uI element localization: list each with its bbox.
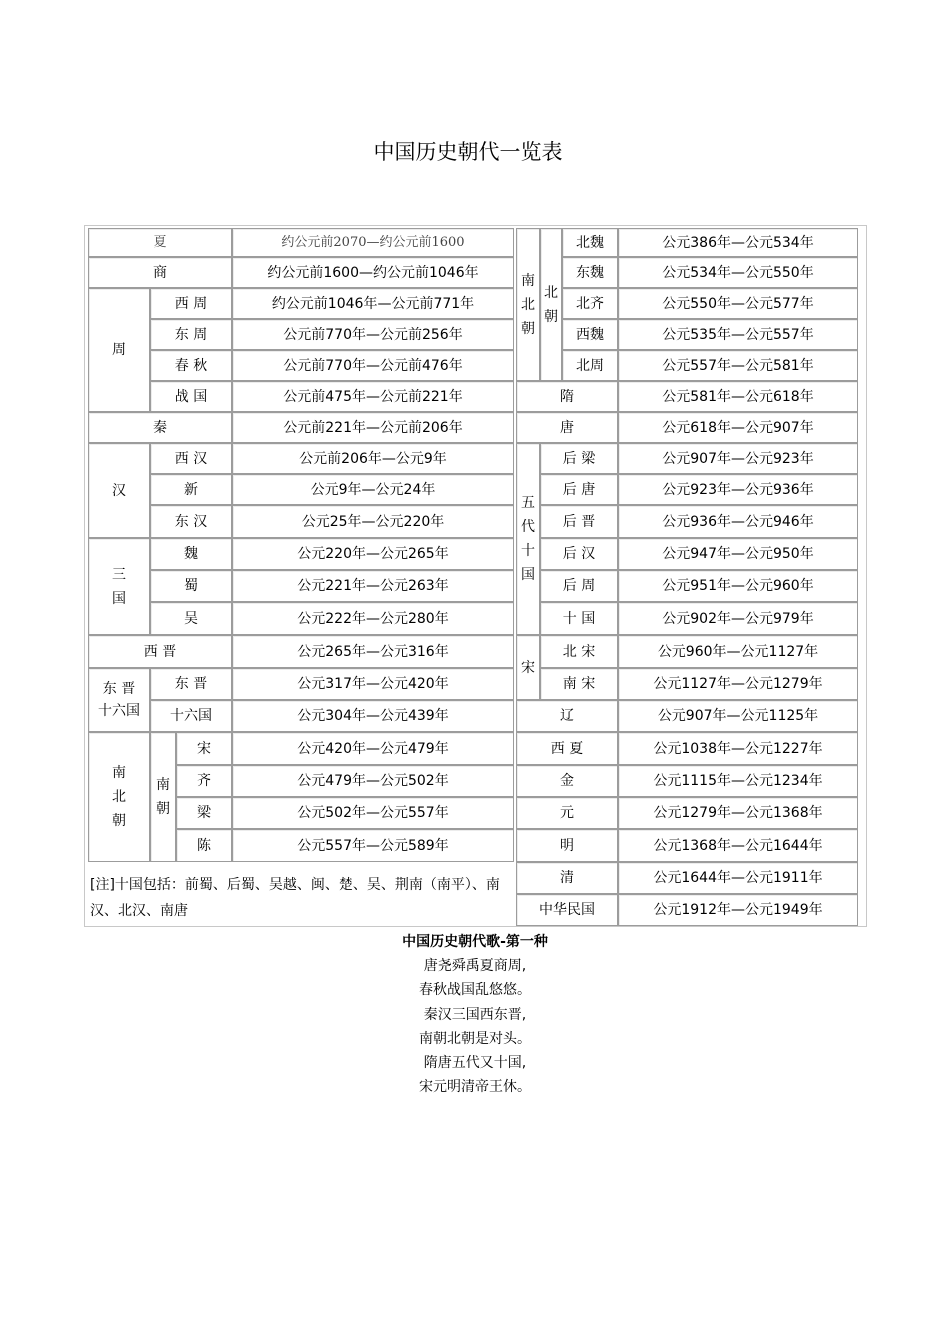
vertical-char: 南 (521, 272, 535, 289)
dynasty-name: 明 (516, 829, 618, 862)
dynasty-name: 十 国 (540, 602, 618, 635)
dynasty-group: 周 (88, 288, 150, 412)
dynasty-subgroup (150, 732, 176, 862)
dynasty-group (516, 228, 540, 381)
dynasty-period: 公元221年—公元263年 (232, 570, 514, 602)
dynasty-subgroup (540, 228, 562, 381)
dynasty-name: 北魏 (562, 228, 618, 257)
dynasty-name: 蜀 (150, 570, 232, 602)
dynasty-period: 公元907年—公元923年 (618, 443, 858, 474)
poem-line: 隋唐五代又十国, (423, 1055, 527, 1072)
dynasty-period: 公元581年—公元618年 (618, 381, 858, 412)
vertical-char: 朝 (112, 813, 126, 829)
dynasty-period: 公元220年—公元265年 (232, 538, 514, 570)
dynasty-name: 西 周 (150, 288, 232, 319)
dynasty-name: 南 宋 (540, 668, 618, 700)
dynasty-period: 公元960年—公元1127年 (618, 635, 858, 668)
vertical-char: 朝 (544, 308, 558, 325)
dynasty-period: 公元534年—公元550年 (618, 257, 858, 288)
dynasty-period: 公元1644年—公元1911年 (618, 862, 858, 894)
dynasty-period: 约公元前2070—约公元前1600 (232, 228, 514, 257)
dynasty-period: 公元479年—公元502年 (232, 765, 514, 797)
dynasty-name: 战 国 (150, 381, 232, 412)
vertical-char: 代 (521, 519, 535, 535)
dynasty-period: 公元951年—公元960年 (618, 570, 858, 602)
dynasty-name: 东 周 (150, 319, 232, 350)
dynasty-period: 公元557年—公元581年 (618, 350, 858, 381)
dynasty-period: 公元550年—公元577年 (618, 288, 858, 319)
dynasty-period: 公元907年—公元1125年 (618, 700, 858, 732)
dynasty-name: 梁 (176, 797, 232, 829)
dynasty-name: 吴 (150, 602, 232, 635)
vertical-char: 宋 (521, 659, 535, 676)
vertical-char: 五 (521, 495, 535, 511)
dynasty-name: 魏 (150, 538, 232, 570)
vertical-char: 十 (521, 543, 535, 559)
footnote: [注]十国包括：前蜀、后蜀、吴越、闽、楚、吴、荆南（南平）、南汉、北汉、南唐 (88, 862, 514, 926)
dynasty-name: 夏 (88, 228, 232, 257)
dynasty-group (516, 635, 540, 700)
dynasty-name: 宋 (176, 732, 232, 765)
dynasty-name: 隋 (516, 381, 618, 412)
vertical-char: 朝 (156, 801, 170, 817)
vertical-char: 北 (112, 789, 126, 805)
page-title: 中国历史朝代一览表 (373, 140, 563, 164)
dynasty-period: 公元1038年—公元1227年 (618, 732, 858, 765)
dynasty-period: 公元317年—公元420年 (232, 668, 514, 700)
dynasty-name: 陈 (176, 829, 232, 862)
dynasty-name: 西魏 (562, 319, 618, 350)
dynasty-period: 公元923年—公元936年 (618, 474, 858, 505)
dynasty-period: 公元420年—公元479年 (232, 732, 514, 765)
dynasty-name: 后 汉 (540, 538, 618, 570)
dynasty-period: 公元936年—公元946年 (618, 505, 858, 538)
dynasty-name: 西 晋 (88, 635, 232, 668)
poem-line: 秦汉三国西东晋, (423, 1006, 527, 1023)
dynasty-period: 约公元前1600—约公元前1046年 (232, 257, 514, 288)
dynasty-name: 齐 (176, 765, 232, 797)
dynasty-period: 公元947年—公元950年 (618, 538, 858, 570)
dynasty-period: 公元前770年—公元前476年 (232, 350, 514, 381)
dynasty-group (88, 538, 150, 635)
vertical-char: 国 (112, 590, 126, 607)
dynasty-period: 公元1912年—公元1949年 (618, 894, 858, 926)
dynasty-name: 中华民国 (516, 894, 618, 926)
dynasty-period: 公元25年—公元220年 (232, 505, 514, 538)
vertical-char: 十六国 (98, 703, 140, 719)
dynasty-name: 北齐 (562, 288, 618, 319)
dynasty-period: 公元1368年—公元1644年 (618, 829, 858, 862)
dynasty-period: 公元前221年—公元前206年 (232, 412, 514, 443)
vertical-char: 南 (112, 765, 126, 781)
dynasty-period: 公元前770年—公元前256年 (232, 319, 514, 350)
dynasty-name: 秦 (88, 412, 232, 443)
poem-line: 南朝北朝是对头。 (419, 1030, 531, 1047)
dynasty-name: 唐 (516, 412, 618, 443)
poem-line: 唐尧舜禹夏商周, (423, 958, 527, 974)
dynasty-name: 商 (88, 257, 232, 288)
vertical-char: 北 (521, 296, 535, 313)
dynasty-name: 春 秋 (150, 350, 232, 381)
dynasty-period: 公元618年—公元907年 (618, 412, 858, 443)
dynasty-name: 东魏 (562, 257, 618, 288)
dynasty-name: 东 晋 (150, 668, 232, 700)
dynasty-name: 北周 (562, 350, 618, 381)
dynasty-period: 约公元前1046年—公元前771年 (232, 288, 514, 319)
dynasty-period: 公元9年—公元24年 (232, 474, 514, 505)
dynasty-name: 辽 (516, 700, 618, 732)
dynasty-name: 西 夏 (516, 732, 618, 765)
vertical-char: 朝 (521, 320, 535, 337)
dynasty-period: 公元265年—公元316年 (232, 635, 514, 668)
dynasty-period: 公元902年—公元979年 (618, 602, 858, 635)
dynasty-name: 新 (150, 474, 232, 505)
vertical-char: 三 (112, 566, 126, 583)
dynasty-period: 公元502年—公元557年 (232, 797, 514, 829)
poem-line: 春秋战国乱悠悠。 (419, 982, 531, 999)
poem-title: 中国历史朝代歌-第一种 (402, 934, 548, 950)
dynasty-name: 金 (516, 765, 618, 797)
dynasty-period: 公元304年—公元439年 (232, 700, 514, 732)
dynasty-name: 后 唐 (540, 474, 618, 505)
vertical-char: 东 晋 (102, 681, 136, 697)
dynasty-group (88, 668, 150, 732)
dynasty-name: 后 周 (540, 570, 618, 602)
dynasty-name: 十六国 (150, 700, 232, 732)
dynasty-period: 公元386年—公元534年 (618, 228, 858, 257)
dynasty-name: 西 汉 (150, 443, 232, 474)
vertical-char: 国 (521, 567, 535, 583)
dynasty-name: 东 汉 (150, 505, 232, 538)
dynasty-period: 公元1279年—公元1368年 (618, 797, 858, 829)
dynasty-group: 汉 (88, 443, 150, 538)
dynasty-name: 清 (516, 862, 618, 894)
dynasty-name: 后 梁 (540, 443, 618, 474)
dynasty-period: 公元1115年—公元1234年 (618, 765, 858, 797)
dynasty-name: 后 晋 (540, 505, 618, 538)
poem (0, 930, 950, 1100)
dynasty-group (516, 443, 540, 635)
dynasty-period: 公元557年—公元589年 (232, 829, 514, 862)
dynasty-name: 元 (516, 797, 618, 829)
vertical-char: 南 (156, 777, 170, 793)
dynasty-period: 公元1127年—公元1279年 (618, 668, 858, 700)
poem-line: 宋元明清帝王休。 (419, 1079, 531, 1096)
dynasty-period: 公元前475年—公元前221年 (232, 381, 514, 412)
dynasty-period: 公元222年—公元280年 (232, 602, 514, 635)
dynasty-name: 北 宋 (540, 635, 618, 668)
dynasty-group (88, 732, 150, 862)
dynasty-period: 公元535年—公元557年 (618, 319, 858, 350)
vertical-char: 北 (544, 284, 558, 301)
dynasty-period: 公元前206年—公元9年 (232, 443, 514, 474)
